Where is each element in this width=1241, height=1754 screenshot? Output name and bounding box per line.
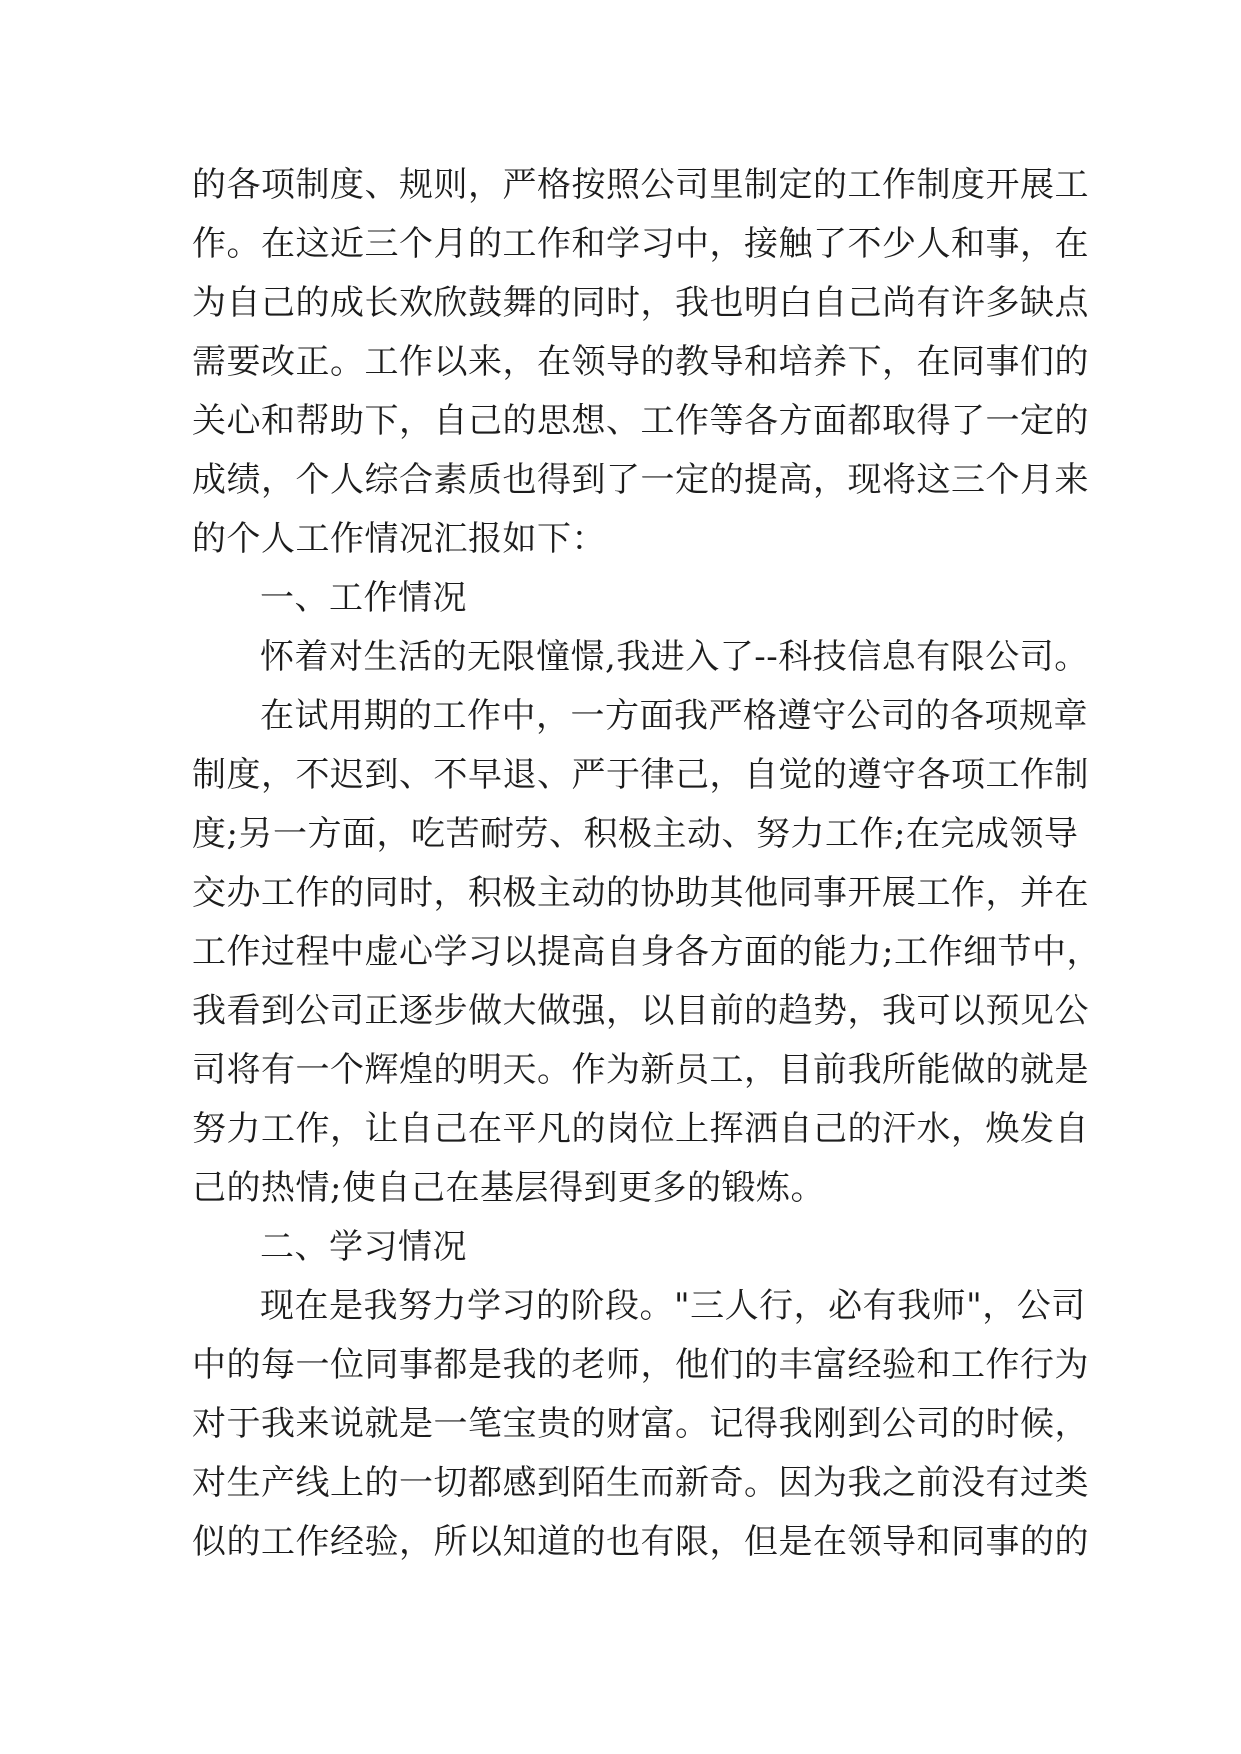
text-line: 己的热情;使自己在基层得到更多的锻炼。 xyxy=(192,1168,825,1208)
text-line: 对于我来说就是一笔宝贵的财富。记得我刚到公司的时候， xyxy=(192,1404,1089,1444)
text-line: 在试用期的工作中，一方面我严格遵守公司的各项规章 xyxy=(260,696,1088,736)
text-line: 度;另一方面，吃苦耐劳、积极主动、努力工作;在完成领导 xyxy=(192,814,1079,854)
text-line: 现在是我努力学习的阶段。"三人行，必有我师"，公司 xyxy=(260,1286,1086,1326)
text-line: 作。在这近三个月的工作和学习中，接触了不少人和事，在 xyxy=(192,224,1089,264)
text-line: 二、学习情况 xyxy=(260,1227,467,1267)
text-line: 的个人工作情况汇报如下： xyxy=(192,519,606,559)
text-line: 工作过程中虚心学习以提高自身各方面的能力;工作细节中， xyxy=(192,932,1101,972)
text-line: 中的每一位同事都是我的老师，他们的丰富经验和工作行为 xyxy=(192,1345,1089,1385)
text-line: 为自己的成长欢欣鼓舞的同时，我也明白自己尚有许多缺点 xyxy=(192,283,1089,323)
text-line: 需要改正。工作以来，在领导的教导和培养下，在同事们的 xyxy=(192,342,1089,382)
text-line: 一、工作情况 xyxy=(260,578,467,618)
text-line: 制度，不迟到、不早退、严于律己，自觉的遵守各项工作制 xyxy=(192,755,1089,795)
text-line: 交办工作的同时，积极主动的协助其他同事开展工作，并在 xyxy=(192,873,1089,913)
text-line: 的各项制度、规则，严格按照公司里制定的工作制度开展工 xyxy=(192,165,1089,205)
text-line: 关心和帮助下，自己的思想、工作等各方面都取得了一定的 xyxy=(192,401,1089,441)
text-line: 努力工作，让自己在平凡的岗位上挥洒自己的汗水，焕发自 xyxy=(192,1109,1089,1149)
text-line: 怀着对生活的无限憧憬,我进入了--科技信息有限公司。 xyxy=(260,637,1089,677)
text-line: 司将有一个辉煌的明天。作为新员工，目前我所能做的就是 xyxy=(192,1050,1089,1090)
text-line: 我看到公司正逐步做大做强，以目前的趋势，我可以预见公 xyxy=(192,991,1089,1031)
text-line: 对生产线上的一切都感到陌生而新奇。因为我之前没有过类 xyxy=(192,1463,1089,1503)
text-line: 成绩，个人综合素质也得到了一定的提高，现将这三个月来 xyxy=(192,460,1089,500)
document-body xyxy=(192,156,1101,1572)
text-line: 似的工作经验，所以知道的也有限，但是在领导和同事的的 xyxy=(192,1522,1089,1562)
